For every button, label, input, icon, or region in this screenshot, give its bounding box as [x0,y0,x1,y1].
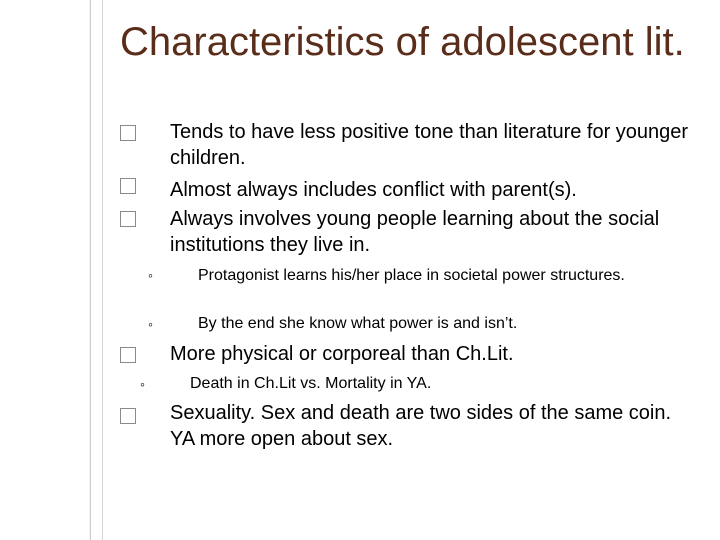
slide-title: Characteristics of adolescent lit. [120,20,685,64]
sub-bullet-text: Protagonist learns his/her place in societal power structures. [198,267,625,284]
circle-bullet-icon: ◦ [140,376,145,392]
bullet-text: Almost always includes conflict with parent(s). [170,179,577,201]
sub-bullet-text: By the end she know what power is and isn’t. [198,315,518,332]
left-divider-line [102,0,103,540]
square-bullet-icon [120,125,136,141]
bullet-text: Tends to have less positive tone than literature for younger children. [170,121,689,169]
bullet-text: Sexuality. Sex and death are two sides of the same coin. YA more open about sex. [170,402,672,450]
bullet-text: Always involves young people learning about the social institutions they live in. [170,208,660,256]
circle-bullet-icon: ◦ [148,316,153,332]
square-bullet-icon [120,408,136,424]
left-margin-panel [0,0,91,540]
square-bullet-icon [120,347,136,363]
square-bullet-icon [120,211,136,227]
bullet-text: More physical or corporeal than Ch.Lit. [170,343,514,365]
sub-bullet-text: Death in Ch.Lit vs. Mortality in YA. [190,375,432,392]
square-bullet-icon [120,178,136,194]
circle-bullet-icon: ◦ [148,267,153,283]
